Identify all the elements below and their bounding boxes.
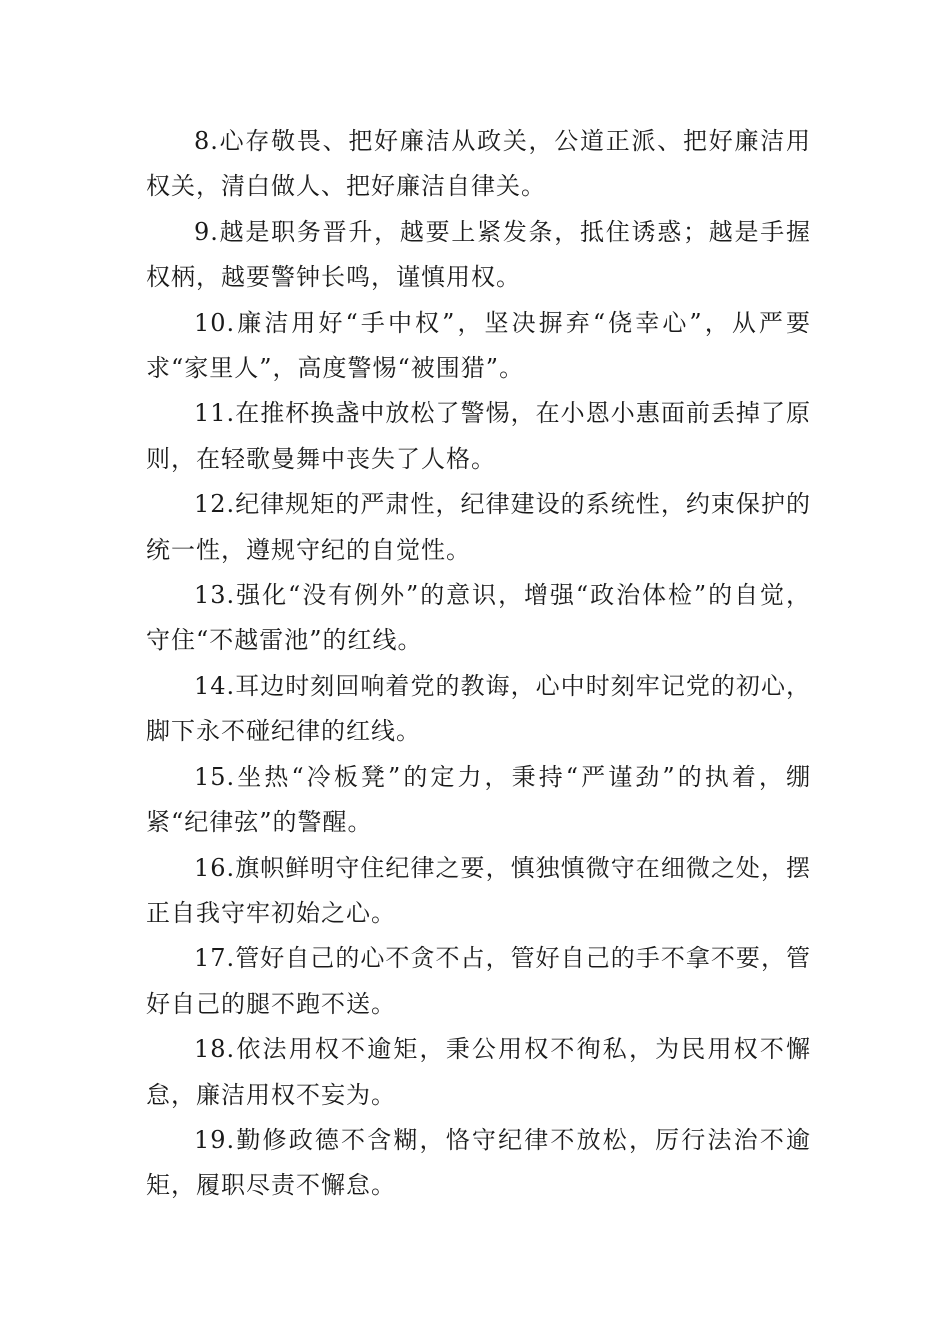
paragraph-9: 9.越是职务晋升，越要上紧发条，抵住诱惑；越是手握权柄，越要警钟长鸣，谨慎用权。: [146, 217, 811, 292]
paragraph-19: 19.勤修政德不含糊，恪守纪律不放松，厉行法治不逾矩，履职尽责不懈怠。: [146, 1125, 811, 1200]
paragraph-18: 18.依法用权不逾矩，秉公用权不徇私，为民用权不懈怠，廉洁用权不妄为。: [146, 1035, 811, 1109]
paragraph-12: 12.纪律规矩的严肃性，纪律建设的系统性，约束保护的统一性，遵规守纪的自觉性。: [146, 490, 811, 564]
paragraph-13: 13.强化“没有例外”的意识，增强“政治体检”的自觉，守住“不越雷池”的红线。: [146, 581, 811, 655]
paragraph-8: 8.心存敬畏、把好廉洁从政关，公道正派、把好廉洁用权关，清白做人、把好廉洁自律关。: [146, 127, 811, 201]
document-body: [146, 119, 811, 1209]
paragraph-14: 14.耳边时刻回响着党的教诲，心中时刻牢记党的初心，脚下永不碰纪律的红线。: [146, 671, 811, 746]
paragraph-11: 11.在推杯换盏中放松了警惕，在小恩小惠面前丢掉了原则，在轻歌曼舞中丧失了人格。: [146, 399, 811, 473]
paragraph-16: 16.旗帜鲜明守住纪律之要，慎独慎微守在细微之处，摆正自我守牢初始之心。: [146, 853, 811, 927]
paragraph-10: 10.廉洁用好“手中权”，坚决摒弃“侥幸心”，从严要求“家里人”，高度警惕“被围猎”。: [146, 308, 811, 383]
paragraph-15: 15.坐热“冷板凳”的定力，秉持“严谨劲”的执着，绷紧“纪律弦”的警醒。: [146, 762, 811, 837]
paragraph-17: 17.管好自己的心不贪不占，管好自己的手不拿不要，管好自己的腿不跑不送。: [146, 944, 811, 1018]
